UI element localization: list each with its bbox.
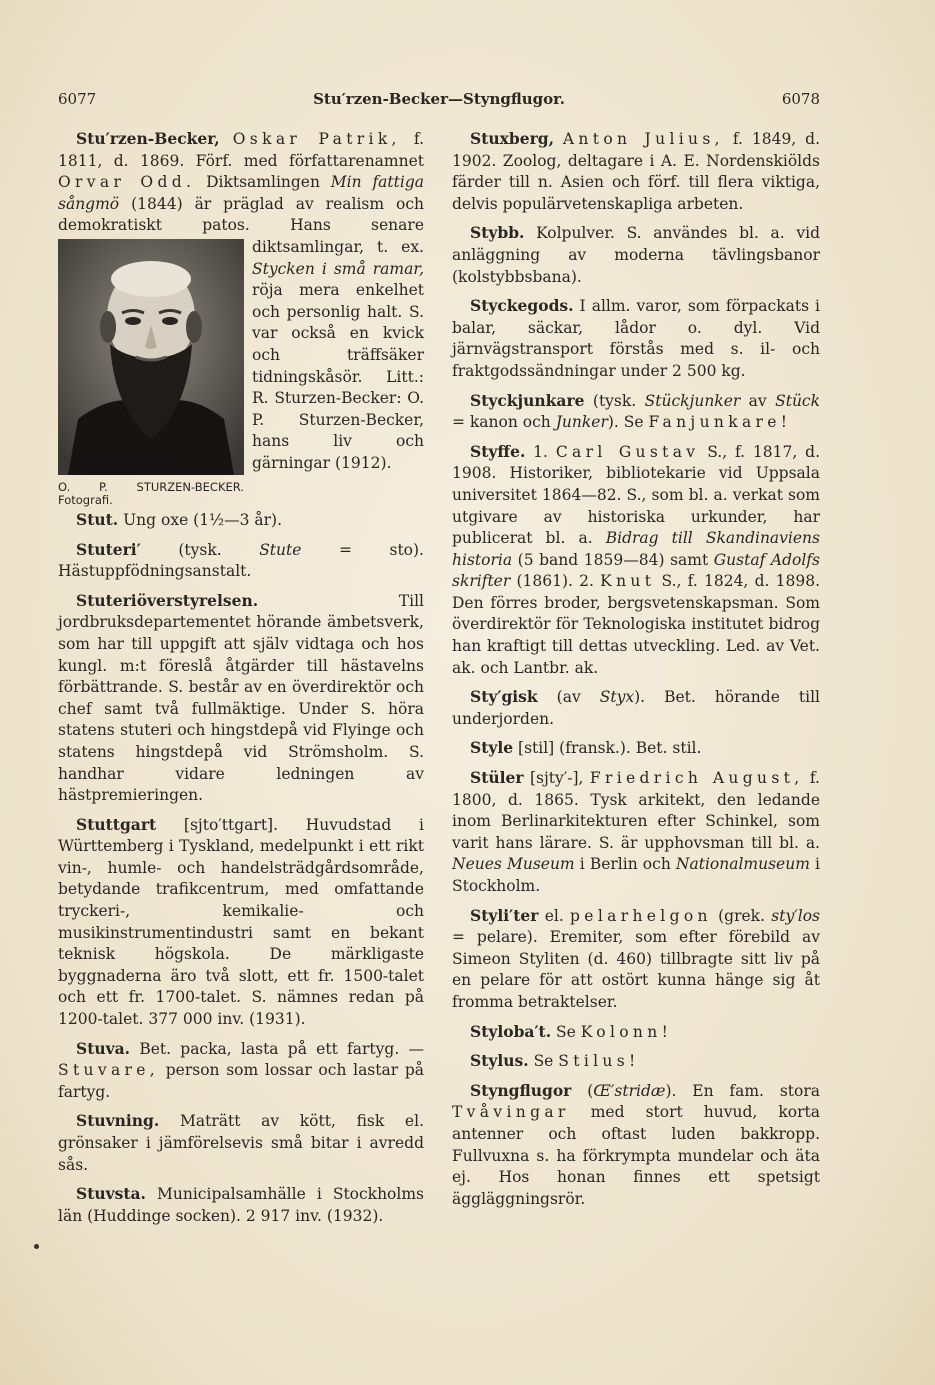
- portrait-figure: [58, 239, 244, 507]
- entry-text: Se: [551, 1022, 581, 1041]
- headword: Style: [470, 738, 514, 758]
- person-name: Carl Gustav: [555, 442, 700, 461]
- entry-text: S., f. 1824, d. 1898. Den förres broder, bergsvetenskapsman. Som överdirektör för Teknologiska institutet bidrog han kraftigt till dettas utveckling. Led. av Vet. ak. och Lantbr. ak.: [452, 572, 821, 677]
- entry-text: [stil] (fransk.). Bet. stil.: [513, 739, 702, 758]
- entry-text: f. 1811, d. 1869. Förf. med författarenamnet: [58, 130, 424, 170]
- foreign-word: sty′los: [771, 906, 820, 925]
- foreign-word: Junker: [555, 413, 608, 432]
- foreign-word: Stückjunker: [644, 391, 741, 410]
- entry-text: ). En fam. stora: [665, 1081, 820, 1100]
- entry-text: [sjty′-],: [523, 769, 590, 788]
- entry-text: Bet. packa, lasta på ett fartyg. —: [130, 1039, 424, 1058]
- entry-text: (tysk.: [140, 540, 260, 559]
- entry-style: [452, 737, 820, 760]
- entry-text: Kolpulver. S. användes bl. a. vid anläggning av moderna tävlingsbanor (kolstybbsbana).: [452, 224, 820, 286]
- headword: Styckegods.: [470, 296, 574, 316]
- headword: Stuxberg,: [470, 129, 554, 148]
- person-name: Friedrich August,: [589, 769, 804, 788]
- headword: Styckjunkare: [470, 390, 585, 410]
- entry-text: f. 1849, d. 1902. Zoolog, deltagare i A. E. Nordenskiölds färder till n. Asien och förf. till flera viktiga, delvis populärvetenskapliga arbeten.: [452, 130, 820, 213]
- entry-text: av: [740, 391, 776, 410]
- entry-stuva: [58, 1038, 424, 1104]
- entry-text: (: [571, 1081, 594, 1100]
- headword: Stuttgart: [76, 814, 157, 834]
- foreign-word: Styx: [599, 688, 635, 707]
- headword: Stüler: [470, 768, 524, 788]
- entry-stuler: [452, 767, 820, 898]
- entry-text: I allm. varor, som förpackats i balar, säckar, lådor o. dyl. Vid järnvägstransport förstås med s. il- och fraktgodssändningar under 2 500 kg.: [452, 297, 820, 380]
- cross-term: Stuvare,: [58, 1061, 160, 1080]
- entry-stybb: [452, 222, 820, 288]
- headword: Stut.: [76, 509, 119, 529]
- work-title: Bidrag till Skandinaviens historia: [452, 529, 820, 569]
- headword: Sty′gisk: [470, 687, 538, 707]
- page-header: [58, 90, 820, 112]
- entry-text: (1844) är präglad av realism och demokratiskt patos. Hans senare diktsamlingar, t. ex.: [58, 194, 424, 256]
- running-head: Stu′rzen-Becker—Styngflugor.: [313, 90, 565, 108]
- entry-text: Municipalsamhälle i Stockholms län (Huddinge socken). 2 917 inv. (1932).: [58, 1185, 424, 1225]
- entry-stuttgart: [58, 814, 424, 1031]
- entry-text: röja mera enkelhet och personlig halt. S. var också en kvick och träffsäker tidningskåsör. Litt.: R. Sturzen-Becker: O. P. Sturzen-Becker, hans liv och gärningar (1912).: [252, 281, 424, 472]
- entry-text: S., f. 1817, d. 1908. Historiker, bibliotekarie vid Uppsala universitet 1864—82. S., som bl. a. verkat som utgivare av historiska urkunder, har publicerat bl. a.: [452, 442, 820, 548]
- entry-styngflugor: [452, 1080, 820, 1211]
- foreign-word: Stück: [775, 391, 820, 410]
- work-title: Min fattiga sångmö: [58, 173, 424, 213]
- right-column: [452, 128, 820, 1217]
- entry-text: ). Bet. hörande till underjorden.: [452, 688, 820, 728]
- entry-text: f. 1800, d. 1865. Tysk arkitekt, den ledande inom Berlinarkitekturen efter Schinkel, som varit hans lärare. S. är upphovsman till bl. a.: [452, 769, 820, 852]
- entry-text: med stort huvud, korta antenner och oftast luden bakkropp. Fullvuxna s. ha förkrympta mundelar och äta ej. Hos honan finnes ett spetsigt äggläggningsrör.: [452, 1103, 820, 1208]
- work-title: Stycken i små ramar,: [252, 259, 424, 278]
- headword: Stybb.: [470, 223, 525, 243]
- entry-text: = pelare). Eremiter, som efter förebild av Simeon Styliten (d. 460) tillbragte sitt liv på en pelare för att ostört kunna hänge sig åt fromma betraktelser.: [452, 928, 820, 1011]
- page-number-right: 6078: [781, 90, 820, 108]
- cross-term: pelarhelgon: [570, 906, 712, 925]
- cross-reference: Stilus!: [558, 1052, 640, 1071]
- margin-dot: [34, 1244, 39, 1249]
- headword: Styli′ter: [470, 905, 539, 925]
- work-title: Neues Museum: [452, 855, 575, 874]
- entry-text: person som lossar och lastar på fartyg.: [58, 1061, 424, 1101]
- entry-stylobat: [452, 1021, 820, 1044]
- entry-text: = sto). Hästuppfödningsanstalt.: [58, 540, 424, 581]
- entry-styffe: [452, 441, 820, 680]
- portrait-photo: [58, 239, 244, 475]
- headword: Stuva.: [76, 1038, 131, 1058]
- entry-stuterioverstyrelsen: [58, 590, 424, 807]
- entry-stygisk: [452, 686, 820, 730]
- person-name: Knut: [600, 572, 656, 591]
- portrait-caption: O. P. STURZEN-BECKER. Fotografi.: [58, 479, 244, 507]
- headword: Stuteriöverstyrelsen.: [76, 590, 259, 610]
- headword: Stylus.: [470, 1051, 529, 1071]
- entry-text: Diktsamlingen: [195, 173, 331, 192]
- headword: Stu′rzen-Becker,: [76, 129, 220, 148]
- entry-text: i Stockholm.: [452, 855, 820, 895]
- entry-text: = kanon och: [452, 413, 556, 432]
- entry-text: Till jordbruksdepartementet hörande ämbetsverk, som har till uppgift att själv vidtaga och hos kungl. m:t föreslå åtgärder till hästavelns förbättrande. S. består av en överdirektör och chef samt två fullmäktige. Under S. höra statens stuteri och hingstdepå vid Flyinge och statens hingstdepå vid Strömsholm. S. handhar vidare ledningen av hästpremieringen.: [58, 591, 424, 805]
- entry-text: el.: [538, 906, 571, 925]
- entry-text: Maträtt av kött, fisk el. grönsaker i jämförelsevis små bitar i avredd sås.: [58, 1112, 424, 1174]
- headword: Stuteri′: [76, 539, 141, 559]
- foreign-word: Stute: [259, 540, 302, 559]
- entry-stuvning: [58, 1110, 424, 1176]
- left-column: [58, 128, 424, 1234]
- entry-text: Ung oxe (1½—3 år).: [118, 510, 283, 529]
- headword: Styngflugor: [470, 1080, 572, 1100]
- cross-reference: Kolonn!: [580, 1022, 673, 1041]
- entry-stut: [58, 509, 424, 532]
- entry-stuvsta: [58, 1183, 424, 1227]
- headword: Styffe.: [470, 441, 526, 461]
- work-title: Gustaf Adolfs skrifter: [452, 550, 820, 591]
- entry-stuxberg: [452, 128, 820, 215]
- page-number-left: 6077: [58, 90, 97, 108]
- headword: Styloba′t.: [470, 1021, 552, 1041]
- pseudonym: Orvar Odd.: [58, 173, 196, 192]
- entry-stylus: [452, 1050, 820, 1073]
- entry-text: ). Se: [607, 413, 649, 432]
- entry-text: (tysk.: [584, 391, 645, 410]
- entry-stuteri: [58, 539, 424, 583]
- cross-reference: Fanjunkare!: [648, 413, 792, 432]
- work-title: Nationalmuseum: [675, 855, 810, 874]
- entry-text: 1.: [525, 442, 556, 461]
- headword: Stuvsta.: [76, 1184, 146, 1204]
- entry-text: Se: [528, 1052, 559, 1071]
- headword: Stuvning.: [76, 1111, 160, 1131]
- entry-text: i Berlin och: [574, 855, 676, 874]
- cross-term: Tvåvingar: [452, 1103, 570, 1122]
- entry-styliter: [452, 905, 820, 1014]
- entry-text: [sjto′ttgart]. Huvudstad i Württemberg i Tyskland, medelpunkt i ett rikt vin-, humle- och handelsträdgårdsområde, betydande trafikcentrum, med omfattande tryckeri-, kemikalie- och musikinstrumentindustri samt en bekant teknisk högskola. De märkligaste byggnaderna äro två slott, ett fr. 1500-talet och ett fr. 1700-talet. S. nämnes redan på 1200-talet. 377 000 inv. (1931).: [58, 815, 424, 1029]
- entry-styckjunkare: [452, 390, 820, 434]
- person-name: Anton Julius,: [562, 130, 724, 148]
- foreign-word: Œ′stridæ: [593, 1081, 666, 1100]
- entry-text: (grek.: [711, 906, 772, 925]
- person-name: Oskar Patrik,: [232, 130, 401, 148]
- entry-styckegods: [452, 295, 820, 382]
- entry-sturzen-becker: [58, 128, 424, 507]
- entry-text: (av: [537, 688, 600, 707]
- entry-text: (5 band 1859—84) samt: [512, 550, 714, 569]
- entry-text: (1861). 2.: [510, 572, 601, 591]
